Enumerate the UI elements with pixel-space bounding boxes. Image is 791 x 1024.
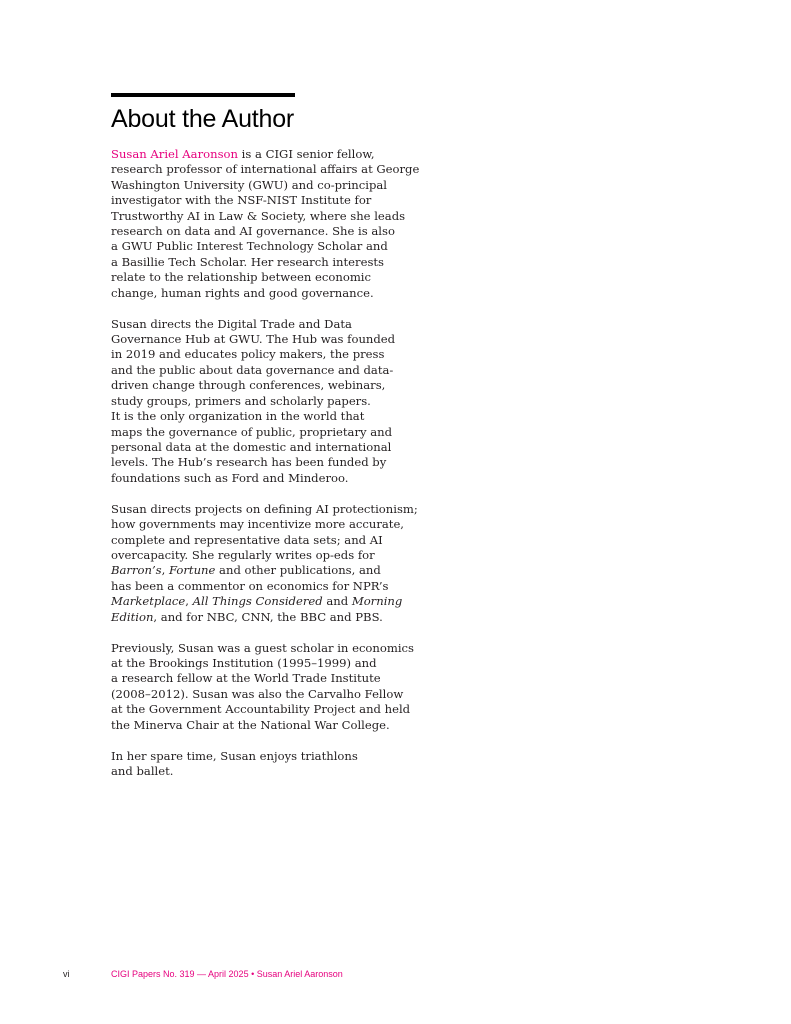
- author-bio: [111, 147, 420, 795]
- title-rule: [111, 93, 295, 97]
- running-footer: CIGI Papers No. 319 — April 2025 • Susan Ariel Aaronson: [111, 969, 343, 979]
- bio-paragraph-5: In her spare time, Susan enjoys triathlons and ballet.: [111, 748, 358, 778]
- bio-paragraph-2: Susan directs the Digital Trade and Data Governance Hub at GWU. The Hub was founded in 2019 and educates policy makers, the press and the public about data governance and data- driven change through conferences, webinars, study groups, primers and scholarly papers. It is the only organization in the world that maps the governance of public, proprietary and personal data at the domestic and international levels. The Hub’s research has been funded by foundations such as Ford and Minderoo.: [111, 316, 396, 485]
- bio-paragraph-4: Previously, Susan was a guest scholar in economics at the Brookings Institution (1995–1999) and a research fellow at the World Trade Institute (2008–2012). Susan was also the Carvalho Fellow at the Government Accountability Project and held the Minerva Chair at the National War College.: [111, 640, 415, 732]
- bio-paragraph-1: Susan Ariel Aaronson is a CIGI senior fellow, research professor of international affairs at George Washington University (GWU) and co-principal investigator with the NSF-NIST Institute for Trustworthy AI in Law & Society, where she leads research on data and AI governance. She is also a GWU Public Interest Technology Scholar and a Basillie Tech Scholar. Her research interests relate to the relationship between economic change, human rights and good governance.: [111, 147, 420, 300]
- bio-paragraph-3: Susan directs projects on defining AI protectionism; how governments may incentivize more accurate, complete and representative data sets; and AI overcapacity. She regularly writes op-eds for Barron’s, Fortune and other publications, and has been a commentor on economics for NPR’s Marketplace, All Things Considered and Morning Edition, and for NBC, CNN, the BBC and PBS.: [111, 501, 418, 624]
- page-number: vi: [63, 969, 70, 979]
- author-name-link[interactable]: Susan Ariel Aaronson: [111, 147, 238, 161]
- page-footer: [0, 968, 791, 982]
- page-title: About the Author: [111, 105, 295, 133]
